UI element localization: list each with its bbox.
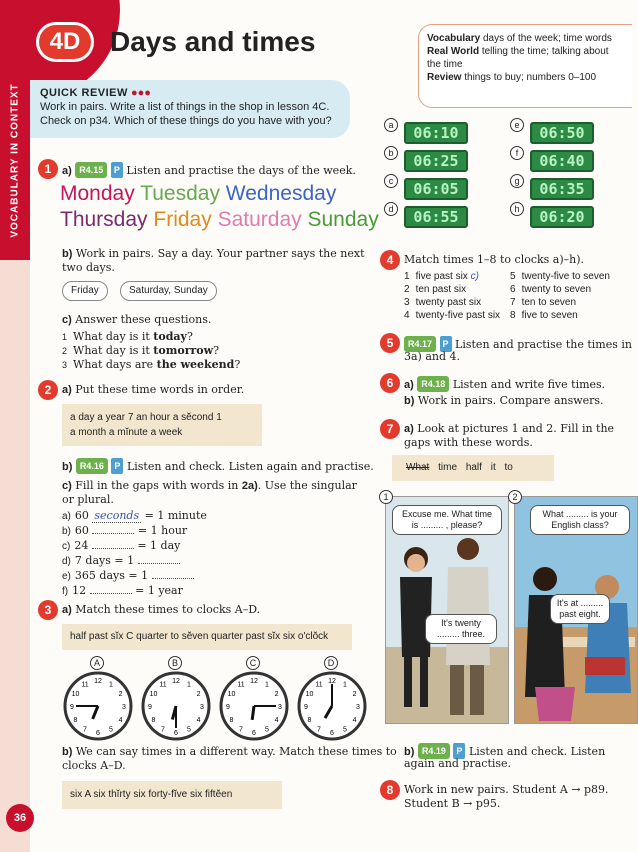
ex7-b-line2: again and practise. [404,757,512,770]
gap-item [62,569,194,584]
quick-review-line2: Check on p34. Which of these things do you have with you? [40,115,332,127]
digital-clock-c: 06:05 [404,178,468,200]
gap-blank[interactable] [152,578,194,579]
gap-item [62,509,207,524]
pronunciation-badge: P [453,743,465,759]
gap-post: = 1 day [133,539,181,552]
ex6-b-text: Work in pairs. Compare answers. [417,394,604,407]
digital-clock-label: g [510,174,524,188]
exercise-7-number: 7 [380,419,400,439]
gap-blank[interactable] [92,548,134,549]
question-keyword: today [153,330,187,343]
ex6-a-label: a) [404,379,414,391]
clock-numeral: 12 [250,678,258,685]
match-text: five past six [415,271,468,282]
ex7-word-box [392,455,554,481]
clock-numeral: 8 [151,717,156,724]
match-number: 5 [510,271,516,282]
clock-numeral: 4 [118,717,123,724]
digital-clock-g: 06:35 [530,178,594,200]
digital-clock-f: 06:40 [530,150,594,172]
clock-numeral: 5 [187,726,191,734]
match-text: twenty to seven [521,284,592,295]
match-number: 8 [510,310,516,321]
ex1-c-instruction [62,313,211,327]
word-it: it [490,462,496,473]
ex6-b-instruction [404,394,604,408]
clock-face [296,670,368,742]
clock-numeral: 2 [118,691,123,698]
ex2-c-line1: Fill in the gaps with words in [75,479,239,492]
times-box-a: half past sĭx C quarter to sĕven quarter past sĭx six o'clŏck [62,624,352,650]
clock-numeral: 5 [265,726,269,734]
exercise-3-number: 3 [38,600,58,620]
clock-numeral: 3 [122,704,126,711]
word-what: What [406,462,430,473]
gap-letter: a) [62,511,71,522]
ex1-b-label: b) [62,248,73,260]
clock-numeral: 7 [239,726,243,734]
clock-numeral: 8 [229,717,234,724]
clock-numeral: 1 [187,681,191,689]
audio-track-badge: R4.15 [75,162,107,178]
gap-blank[interactable] [138,563,180,564]
quick-review-box [30,80,350,138]
match-item-7 [510,296,576,309]
clock-numeral: 4 [274,717,279,724]
gap-blank[interactable] [90,593,132,594]
match-number: 6 [510,284,516,295]
clock-numeral: 3 [200,704,204,711]
ex6-a-text: Listen and write five times. [452,378,606,391]
match-text: twenty past six [415,297,482,308]
clock-numeral: 4 [196,717,201,724]
clock-numeral: 1 [265,681,269,689]
ex2-c-instruction [62,479,357,493]
time-words-line1: a day a year 7 an hour a sĕcond 1 [70,412,222,423]
ex2-c-line1b: . Use the singular [257,479,357,492]
day-sunday: Sunday [307,208,379,231]
gap-item [62,554,180,569]
quick-review-dots: ●●● [130,87,151,99]
side-label-text: VOCABULARY IN CONTEXT [9,82,21,238]
ex7-a-label: a) [404,423,414,435]
question-number: 1 [62,332,68,342]
ex3-b-label: b) [62,746,73,758]
time-words-box [62,404,262,446]
realworld-text: telling the time; talking about the time [427,46,609,70]
match-number: 3 [404,297,410,308]
clock-label: B [168,656,182,670]
clock-numeral: 1 [109,681,113,689]
picture-1-bubble-1: Excuse me. What time is ......... , please? [392,505,502,535]
ex3-b-line1: We can say times in a different way. Match these times to [75,745,397,758]
question-number: 2 [62,346,68,356]
clock-label: D [324,656,338,670]
digital-clock-label: f [510,146,524,160]
day-saturday: Saturday [217,208,302,231]
question-end: ? [186,330,193,343]
clock-numeral: 9 [70,704,74,711]
pronunciation-badge: P [111,162,123,178]
vocabulary-text: days of the week; time words [482,33,612,44]
ex2-c-label: c) [62,480,72,492]
clock-numeral: 12 [328,678,336,685]
ex6-a-instruction [404,376,605,392]
digital-clock-e: 06:50 [530,122,594,144]
example-pill-1: Friday [62,281,108,301]
question-text: What day is it [73,330,154,343]
picture-2-bubble-1: What ......... is your English class? [530,505,630,535]
clock-numeral: 11 [315,681,323,689]
gap-pre: 24 [74,539,92,552]
match-number: 2 [404,284,410,295]
clock-numeral: 9 [148,704,152,711]
ex3-b-line2: clocks A–D. [62,759,126,772]
clock-numeral: 2 [352,691,357,698]
question-text: What day is it [73,344,154,357]
ex5-line1: Listen and practise the times in [455,338,632,351]
ex4-instruction: Match times 1–8 to clocks a)–h). [404,253,585,266]
review-text: things to buy; numbers 0–100 [464,72,597,83]
times-box-b: six A six thĭrty six forty-fĭve six fiftĕen [62,781,282,809]
gap-pre: 12 [72,584,90,597]
clock-numeral: 2 [274,691,279,698]
day-thursday: Thursday [60,208,148,231]
gap-pre: 60 [74,509,93,522]
clock-face [140,670,212,742]
gap-letter: b) [62,526,71,537]
ex1-c-label: c) [62,314,72,326]
word-time: time [438,462,458,473]
match-item-5 [510,270,610,283]
gap-item [62,524,187,539]
page-title: Days and times [110,26,316,57]
audio-track-badge: R4.16 [76,458,108,474]
ex1-b-instruction [62,247,365,261]
digital-clock-b: 06:25 [404,150,468,172]
review-label: Review [427,72,462,83]
clock-numeral: 11 [81,681,89,689]
picture-2-bubble-2: It's at ......... past eight. [550,594,610,624]
pronunciation-badge: P [111,458,123,474]
digital-clock-a: 06:10 [404,122,468,144]
clock-numeral: 3 [278,704,282,711]
digital-clock-d: 06:55 [404,206,468,228]
question-end: ? [213,344,219,357]
lesson-aims-box [418,24,632,108]
match-item-4 [404,309,500,322]
ex1-c-text: Answer these questions. [75,313,212,326]
gap-letter: e) [62,571,71,582]
question-text: What days are [73,358,157,371]
ex3-a-label: a) [62,604,72,616]
clock-numeral: 7 [317,726,321,734]
ex2-a-text: Put these time words in order. [75,383,245,396]
match-text: twenty-five to seven [521,271,610,282]
question-number: 3 [62,360,68,370]
side-label [0,60,30,260]
digital-clock-label: b [384,146,398,160]
clock-label: A [90,656,104,670]
clock-numeral: 6 [174,730,178,737]
clock-numeral: 6 [252,730,256,737]
time-words-line2: a month a mĭnute a week [70,427,183,438]
gap-letter: d) [62,556,71,567]
ex1-b-line2: two days. [62,261,115,274]
page-number: 36 [6,804,34,832]
ex3-a-text: Match these times to clocks A–D. [75,603,261,616]
day-monday: Monday [60,182,135,205]
clock-numeral: 8 [307,717,312,724]
match-item-2 [404,283,466,296]
match-item-1 [404,270,479,283]
digital-clock-label: h [510,202,524,216]
clock-numeral: 12 [94,678,102,685]
ex1-a-instruction [62,162,356,178]
clock-numeral: 3 [356,704,360,711]
match-text: twenty-five past six [415,310,501,321]
audio-track-badge: R4.18 [417,376,449,392]
match-item-3 [404,296,481,309]
ex2-c-ref: 2a) [241,480,258,492]
audio-track-badge: R4.19 [418,743,450,759]
clock-numeral: 1 [343,681,347,689]
ex7-line2: gaps with these words. [404,436,533,449]
day-tuesday: Tuesday [140,182,220,205]
pronunciation-badge: P [440,336,452,352]
clock-numeral: 10 [305,691,314,698]
gap-answer: seconds [94,509,140,522]
ex2-c-line2: or plural. [62,493,114,506]
digital-clock-h: 06:20 [530,206,594,228]
vocabulary-label: Vocabulary [427,33,481,44]
clock-numeral: 7 [83,726,87,734]
clock-numeral: 2 [196,691,201,698]
question-1 [62,330,193,344]
match-number: 4 [404,310,410,321]
word-to: to [504,462,513,473]
hour-hand [252,706,254,720]
ex7-a-instruction [404,422,614,436]
match-answer: c) [470,271,479,282]
ex8-line2: Student B → p95. [404,797,501,810]
days-row-1 [60,182,336,206]
gap-letter: c) [62,541,71,552]
match-number: 1 [404,271,410,282]
ex2-a-label: a) [62,384,72,396]
clock-numeral: 11 [159,681,167,689]
ex1-b-line1: Work in pairs. Say a day. Your partner says the next [75,247,365,260]
ex7-b-label: b) [404,746,415,758]
exercise-1-number: 1 [38,159,58,179]
ex2-b-label: b) [62,461,73,473]
digital-clock-label: e [510,118,524,132]
ex2-b-instruction [62,458,374,474]
quick-review-heading: QUICK REVIEW [40,87,128,99]
picture-2-number: 2 [508,490,522,504]
exercise-5-number: 5 [380,333,400,353]
digital-clock-label: c [384,174,398,188]
gap-pre: 7 days = 1 [74,554,138,567]
ex2-b-text: Listen and check. Listen again and practise. [126,460,374,473]
question-keyword: tomorrow [153,344,214,357]
question-3 [62,358,240,372]
clock-numeral: 4 [352,717,357,724]
realworld-label: Real World [427,46,480,57]
question-keyword: the weekend [156,358,235,371]
picture-1-number: 1 [379,490,393,504]
exercise-2-number: 2 [38,380,58,400]
exercise-4-number: 4 [380,250,400,270]
clock-numeral: 10 [149,691,158,698]
unit-badge: 4D [36,22,94,62]
clock-numeral: 9 [304,704,308,711]
ex3-a-instruction [62,603,260,617]
clock-numeral: 11 [237,681,245,689]
gap-post: = 1 hour [134,524,188,537]
gap-blank[interactable] [92,533,134,534]
match-text: ten to seven [521,297,577,308]
question-end: ? [234,358,241,371]
clock-face [218,670,290,742]
clock-numeral: 10 [227,691,236,698]
exercise-8-number: 8 [380,780,400,800]
digital-clock-label: d [384,202,398,216]
picture-1-bubble-2: It's twenty ......... three. [425,614,497,644]
audio-track-badge: R4.17 [404,336,436,352]
match-text: five to seven [521,310,578,321]
match-item-6 [510,283,591,296]
match-text: ten past six [415,284,467,295]
match-item-8 [510,309,578,322]
clock-numeral: 6 [96,730,100,737]
ex1-a-text: Listen and practise the days of the week. [126,164,356,177]
clock-numeral: 6 [330,730,334,737]
clock-numeral: 12 [172,678,180,685]
gap-post: = 1 year [131,584,183,597]
gap-item [62,584,183,599]
digital-clock-label: a [384,118,398,132]
clock-numeral: 7 [161,726,165,734]
clock-numeral: 5 [109,726,113,734]
clock-face [62,670,134,742]
gap-letter: f) [62,586,69,597]
ex1-a-label: a) [62,165,72,177]
ex7-b-line1: Listen and check. Listen [468,745,606,758]
days-row-2 [60,208,379,232]
word-half: half [465,462,482,473]
gap-pre: 365 days = 1 [74,569,152,582]
clock-label: C [246,656,260,670]
ex3-b-instruction [62,745,397,759]
example-pill-2: Saturday, Sunday [120,281,217,301]
match-number: 7 [510,297,516,308]
ex8-line1: Work in new pairs. Student A → p89. [404,783,609,796]
exercise-6-number: 6 [380,373,400,393]
quick-review-line1: Work in pairs. Write a list of things in the shop in lesson 4C. [40,101,330,113]
clock-numeral: 8 [73,717,78,724]
question-2 [62,344,219,358]
gap-post: = 1 minute [141,509,207,522]
ex2-a-instruction [62,383,244,397]
clock-numeral: 9 [226,704,230,711]
day-wednesday: Wednesday [225,182,337,205]
gap-item [62,539,180,554]
clock-numeral: 10 [71,691,80,698]
ex7-line1: Look at pictures 1 and 2. Fill in the [417,422,615,435]
ex5-line2: 3a) and 4. [404,350,461,363]
ex6-b-label: b) [404,395,415,407]
clock-numeral: 5 [343,726,347,734]
gap-pre: 60 [74,524,93,537]
day-friday: Friday [153,208,212,231]
